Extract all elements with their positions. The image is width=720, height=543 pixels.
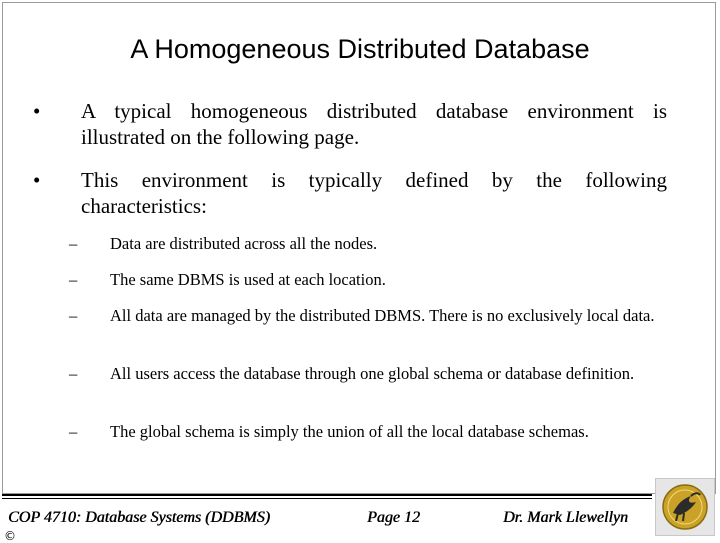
bullet-text: A typical homogeneous distributed database environment is illustrated on the following page.	[81, 99, 667, 149]
footer-rule	[2, 498, 652, 499]
slide-title: A Homogeneous Distributed Database	[130, 34, 590, 64]
sub-item-text: All data are managed by the distributed DBMS. There is no exclusively local data.	[110, 306, 655, 325]
footer-author: Dr. Mark Llewellyn	[503, 509, 628, 526]
sub-item-mark: –	[69, 364, 78, 383]
bullet-mark: •	[33, 168, 41, 192]
sub-item-text: The same DBMS is used at each location.	[110, 270, 386, 289]
sub-item-mark: –	[69, 306, 78, 325]
footer-copyright: ©	[4, 529, 16, 543]
sub-item-text: Data are distributed across all the nodes.	[110, 234, 378, 253]
footer-course: COP 4710: Database Systems (DDBMS)	[8, 509, 270, 526]
sub-item-mark: –	[69, 422, 78, 441]
slide-content	[2, 2, 716, 494]
slide-footer	[0, 494, 720, 543]
bullet-mark: •	[33, 99, 41, 123]
footer-rule	[2, 494, 652, 496]
ucf-pegasus-logo-icon	[655, 478, 715, 536]
sub-item-text: The global schema is simply the union of all the local database schemas.	[110, 422, 589, 441]
bullet-text: This environment is typically defined by the following characteristics:	[81, 168, 667, 218]
footer-page-number: Page 12	[367, 509, 420, 526]
sub-item-mark: –	[69, 270, 78, 289]
sub-item-text: All users access the database through one global schema or database definition.	[110, 364, 635, 383]
sub-item-mark: –	[69, 234, 78, 253]
